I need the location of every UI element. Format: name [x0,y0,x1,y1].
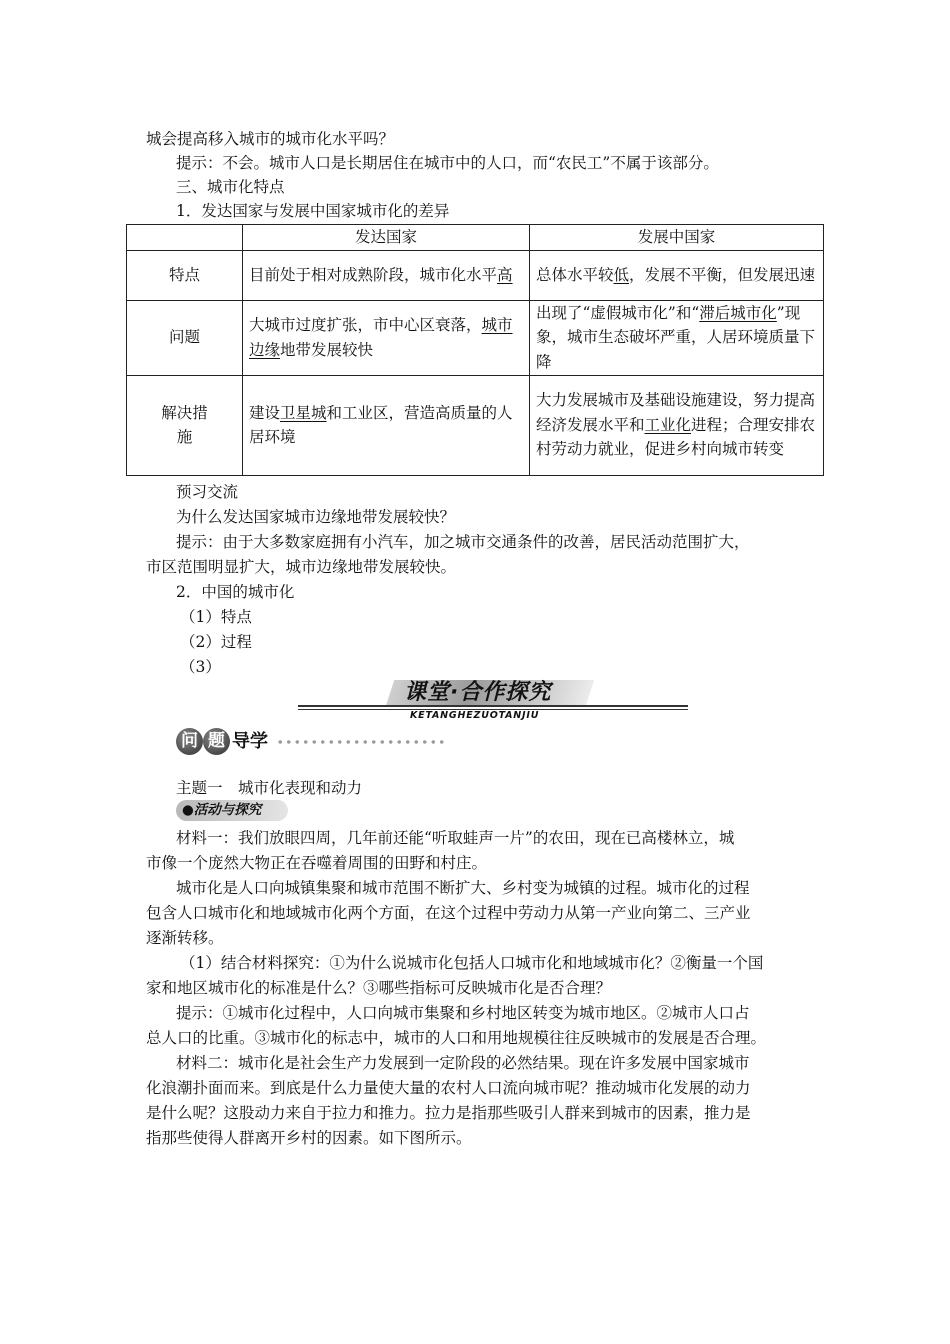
activity-badge: ●活动与探究 [176,800,288,821]
material-line: 材料二：城市化是社会生产力发展到一定阶段的必然结果。现在许多发展中国家城市 [176,1054,750,1072]
table-cell: 出现了“虚假城市化”和“滞后城市化”现象，城市生态破坏严重，人居环境质量下降 [530,300,824,375]
section-heading: 三、城市化特点 [176,178,285,196]
table-cell: 大城市过度扩张，市中心区衰落，城市边缘地带发展较快 [243,300,530,375]
section-banner [298,676,688,724]
hint-line: 提示：①城市化过程中，人口向城市集聚和乡村地区转变为城市地区。②城市人口占 [176,1004,750,1022]
table-cell: 目前处于相对成熟阶段，城市化水平高 [243,250,530,300]
material-line: 市像一个庞然大物正在吞噬着周围的田野和村庄。 [146,854,488,872]
text-line: 市区范围明显扩大，城市边缘地带发展较快。 [146,558,457,576]
table-header-cell [127,225,243,251]
table-row [127,300,824,375]
row-label: 特点 [127,250,243,300]
wen-circle-icon: 问 [176,728,203,755]
table-row [127,375,824,475]
banner-title: 课堂·合作探究 [404,680,552,705]
divider [298,705,688,707]
subheading: 预习交流 [176,483,239,501]
question-line: 为什么发达国家城市边缘地带发展较快？ [176,508,456,526]
question-line: 家和地区城市化的标准是什么？③哪些指标可反映城市化是否合理？ [146,979,612,997]
table-row [127,250,824,300]
table-header-cell: 发展中国家 [530,225,824,251]
table-header-cell: 发达国家 [243,225,530,251]
material-line: 是什么呢？这股动力来自于拉力和推力。拉力是指那些吸引人群来到城市的因素，推力是 [146,1104,751,1122]
material-line: 化浪潮扑面而来。到底是什么力量使大量的农村人口流向城市呢？推动城市化发展的动力 [146,1079,751,1097]
list-item: （3） [180,658,221,676]
hint-line: 提示：由于大多数家庭拥有小汽车，加之城市交通条件的改善，居民活动范围扩大， [176,533,750,551]
hint-line: 提示：不会。城市人口是长期居住在城市中的人口，而“农民工”不属于该部分。 [176,154,719,172]
subsection-heading: 2．中国的城市化 [176,583,295,601]
question-line: （1）结合材料探究：①为什么说城市化包括人口城市化和地域城市化？②衡量一个国 [180,954,764,972]
topic-title: 主题一 城市化表现和动力 [176,779,363,797]
table-header-row [127,225,824,251]
row-label: 问题 [127,300,243,375]
material-line: 逐渐转移。 [146,929,224,947]
text-line: 城会提高移入城市的城市化水平吗？ [146,130,395,148]
table-cell: 大力发展城市及基础设施建设，努力提高经济发展水平和工业化进程；合理安排农村劳动力就业，促进乡村向城市转变 [530,375,824,475]
row-label: 解决措施 [127,375,243,475]
material-line: 城市化是人口向城镇集聚和城市范围不断扩大、乡村变为城镇的过程。城市化的过程 [176,879,750,897]
ti-circle-icon: 题 [203,728,230,755]
list-item: （2）过程 [180,633,252,651]
hint-line: 总人口的比重。③城市化的标志中，城市的人口和用地规模往往反映城市的发展是否合理。 [146,1029,767,1047]
list-item: （1）特点 [180,608,252,626]
table-cell: 建设卫星城和工业区，营造高质量的人居环境 [243,375,530,475]
banner-subtitle: KETANGHEZUOTANJIU [410,710,540,721]
material-line: 指那些使得人群离开乡村的因素。如下图所示。 [146,1129,472,1147]
comparison-table [126,224,824,476]
subsection-heading: 1．发达国家与发展中国家城市化的差异 [176,202,450,220]
material-line: 包含人口城市化和地域城市化两个方面，在这个过程中劳动力从第一产业向第二、三产业 [146,904,751,922]
table-cell: 总体水平较低，发展不平衡，但发展迅速 [530,250,824,300]
wenti-daoxue-label [176,728,446,758]
daoxue-text: 导学 [232,731,268,752]
material-line: 材料一：我们放眼四周，几年前还能“听取蛙声一片”的农田，现在已高楼林立，城 [176,829,735,847]
dotted-decoration [276,738,446,746]
